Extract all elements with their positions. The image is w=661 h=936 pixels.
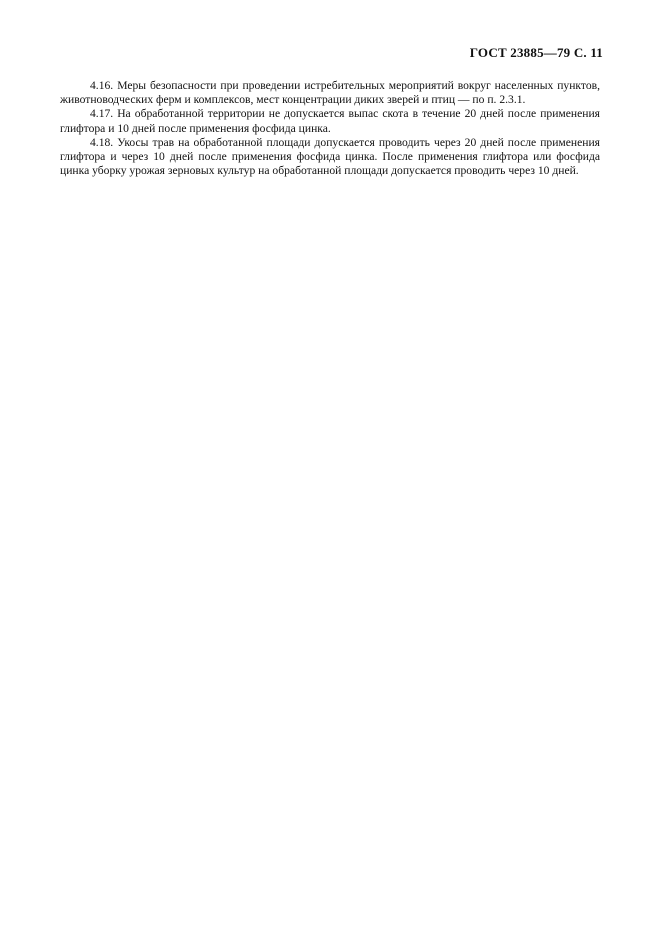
paragraph-4-18 [60, 136, 600, 179]
paragraph-text: На обработанной территории не допускается выпас скота в течение 20 дней после применения глифтора и 10 дней после применения фосфида цинка. [60, 107, 600, 135]
paragraph-text: Укосы трав на обработанной площади допускается проводить через 20 дней после применения глифтора и через 10 дней после применения фосфида цинка. После применения глифтора или фосфида цинка уборку урожая зерновых культур на обработанной площади допускается проводить через 10 дней. [60, 135, 600, 178]
page-header: ГОСТ 23885—79 С. 11 [469, 45, 603, 60]
document-body [60, 79, 600, 178]
paragraph-text: Меры безопасности при проведении истребительных мероприятий вокруг населенных пунктов, животноводческих ферм и комплексов, мест концентрации диких зверей и птиц — по п. 2.3.1. [60, 79, 600, 107]
paragraph-number: 4.16. [90, 79, 114, 92]
paragraph-number: 4.17. [90, 107, 114, 121]
paragraph-4-16 [60, 79, 600, 107]
paragraph-4-17 [60, 107, 600, 135]
paragraph-number: 4.18. [90, 135, 114, 149]
